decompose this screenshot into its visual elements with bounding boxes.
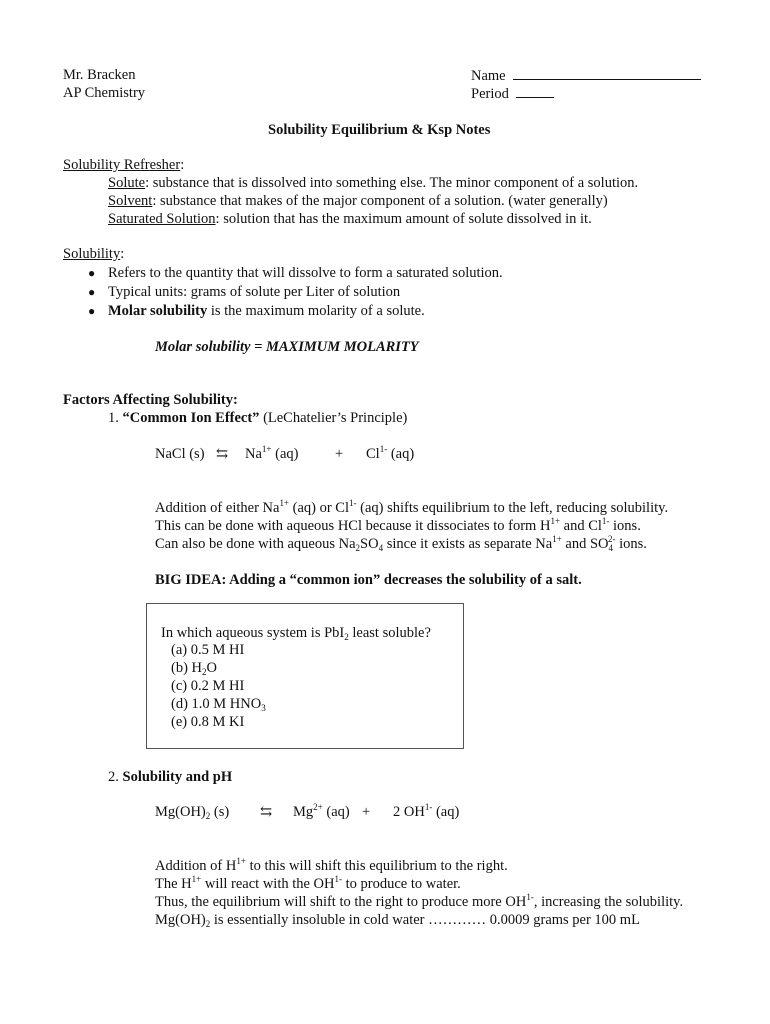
equilibrium-arrow-icon: ⇆	[216, 446, 229, 462]
solubility-heading	[63, 245, 124, 263]
subscript: 2	[205, 919, 211, 929]
text: (aq) shifts equilibrium to the left, reducing solubility.	[356, 500, 669, 516]
name-label: Name	[471, 68, 506, 84]
name-field[interactable]	[471, 66, 701, 85]
big-idea: BIG IDEA: Adding a “common ion” decreases the solubility of a salt.	[155, 572, 582, 588]
item-number: 1.	[108, 410, 119, 426]
mg-symbol: Mg	[293, 804, 314, 820]
solubility-ph-heading	[108, 768, 232, 786]
text: ions.	[615, 536, 647, 552]
text: Thus, the equilibrium will shift to the right to produce more OH	[155, 894, 527, 910]
charge: 2+	[313, 802, 323, 812]
bullet-icon: ●	[88, 285, 96, 299]
solvent-term: Solvent	[108, 193, 153, 209]
charge: 1+	[550, 516, 561, 526]
text: The H	[155, 876, 192, 892]
charge: 1+	[236, 856, 246, 866]
text: (aq) or Cl	[289, 500, 350, 516]
teacher-name: Mr. Bracken	[63, 67, 136, 83]
charge: 1-	[334, 874, 343, 884]
text: to this will shift this equilibrium to the right.	[245, 858, 508, 874]
answer-option-a: (a) 0.5 M HI	[171, 642, 245, 658]
aq: (aq)	[387, 446, 415, 462]
text: O	[206, 660, 217, 676]
solute-term: Solute	[108, 175, 146, 191]
ph-line-1	[155, 857, 508, 875]
text: Mg(OH)	[155, 912, 206, 928]
molar-solubility-text: is the maximum molarity of a solute.	[207, 303, 425, 319]
subscript: 2	[202, 667, 207, 677]
common-ion-title: “Common Ion Effect”	[122, 410, 260, 426]
text: (s)	[210, 804, 230, 820]
bullet-icon: ●	[88, 266, 96, 280]
molar-solubility-formula: Molar solubility = MAXIMUM MOLARITY	[155, 339, 419, 355]
common-ion-line-3	[155, 535, 647, 553]
text: and Cl	[560, 518, 602, 534]
text: since it exists as separate Na	[383, 536, 553, 552]
text: SO	[360, 536, 379, 552]
solubility-bullet-2: Typical units: grams of solute per Liter of solution	[108, 284, 401, 300]
subscript: 4	[378, 543, 384, 553]
nacl-reactant: NaCl (s)	[155, 446, 205, 462]
charge: 1+	[279, 498, 290, 508]
answer-option-c: (c) 0.2 M HI	[171, 678, 245, 694]
charge: 1+	[552, 534, 562, 544]
na-ion-product	[245, 445, 298, 463]
charge: 1-	[526, 892, 534, 902]
charge: 1-	[424, 802, 433, 812]
solvent-definition	[108, 192, 608, 210]
course-name: AP Chemistry	[63, 85, 146, 101]
na-symbol: Na	[245, 446, 262, 462]
solubility-bullet-3	[108, 302, 425, 320]
charge: 1+	[191, 874, 202, 884]
molar-solubility-term: Molar solubility	[108, 303, 208, 319]
factors-heading: Factors Affecting Solubility:	[63, 392, 238, 408]
common-ion-line-2	[155, 517, 641, 535]
ph-line-2	[155, 875, 461, 893]
mgoh2-reactant	[155, 803, 229, 821]
charge: 2-	[608, 534, 616, 544]
aq: (aq)	[322, 804, 350, 820]
refresher-colon: :	[180, 157, 185, 173]
solubility-heading-text: Solubility	[63, 246, 121, 262]
solubility-bullet-1: Refers to the quantity that will dissolve to form a saturated solution.	[108, 265, 503, 281]
text: Mg(OH)	[155, 804, 206, 820]
refresher-heading-text: Solubility Refresher	[63, 157, 181, 173]
question-prompt	[161, 624, 431, 642]
refresher-heading	[63, 156, 184, 174]
bullet-icon: ●	[88, 304, 96, 318]
charge: 1+	[261, 444, 272, 454]
text: Addition of either Na	[155, 500, 280, 516]
answer-option-e: (e) 0.8 M KI	[171, 714, 245, 730]
period-field[interactable]	[471, 84, 554, 103]
text: least soluble?	[348, 625, 431, 641]
solubility-ph-title: Solubility and pH	[122, 769, 233, 785]
period-label: Period	[471, 86, 509, 102]
text: Addition of H	[155, 858, 237, 874]
subscript: 2	[355, 543, 361, 553]
text: and SO	[561, 536, 609, 552]
plus-sign: +	[335, 446, 344, 462]
saturated-term: Saturated Solution	[108, 211, 216, 227]
plus-sign: +	[362, 804, 371, 820]
solute-text: : substance that is dissolved into something else. The minor component of a solution.	[145, 175, 639, 191]
item-number: 2.	[108, 769, 119, 785]
subscript: 2	[205, 811, 211, 821]
solubility-colon: :	[120, 246, 125, 262]
ph-line-3	[155, 893, 683, 911]
common-ion-heading	[108, 409, 407, 427]
charge: 1-	[601, 516, 610, 526]
text: Can also be done with aqueous Na	[155, 536, 356, 552]
solvent-text: : substance that makes of the major component of a solution. (water generally)	[152, 193, 608, 209]
ph-line-4	[155, 911, 640, 929]
page-title: Solubility Equilibrium & Ksp Notes	[268, 122, 491, 138]
text: (d) 1.0 M HNO	[171, 696, 262, 712]
text: , increasing the solubility.	[533, 894, 684, 910]
text: In which aqueous system is PbI	[161, 625, 345, 641]
common-ion-paren: (LeChatelier’s Principle)	[259, 410, 408, 426]
cl-ion-product	[366, 445, 414, 463]
solute-definition	[108, 174, 638, 192]
text: is essentially insoluble in cold water ………… 0.0009 grams per 100 mL	[210, 912, 640, 928]
text: to produce to water.	[342, 876, 461, 892]
period-blank[interactable]	[516, 84, 554, 98]
text: ions.	[609, 518, 641, 534]
subscript: 4	[608, 543, 614, 553]
aq: (aq)	[432, 804, 460, 820]
text: (b) H	[171, 660, 203, 676]
saturated-definition	[108, 210, 592, 228]
common-ion-line-1	[155, 499, 668, 517]
charge: 1-	[379, 444, 388, 454]
text: This can be done with aqueous HCl because it dissociates to form H	[155, 518, 551, 534]
cl-symbol: Cl	[366, 446, 380, 462]
subscript: 2	[344, 632, 349, 642]
saturated-text: : solution that has the maximum amount of solute dissolved in it.	[215, 211, 592, 227]
name-blank[interactable]	[513, 66, 701, 80]
equilibrium-arrow-icon: ⇆	[260, 804, 273, 820]
answer-option-d	[171, 695, 266, 713]
answer-option-b	[171, 659, 217, 677]
charge: 1-	[349, 498, 357, 508]
mg-ion-product	[293, 803, 350, 821]
oh-ion-product	[393, 803, 459, 821]
oh-symbol: 2 OH	[393, 804, 425, 820]
text: will react with the OH	[201, 876, 335, 892]
subscript: 3	[261, 703, 266, 713]
aq: (aq)	[271, 446, 299, 462]
